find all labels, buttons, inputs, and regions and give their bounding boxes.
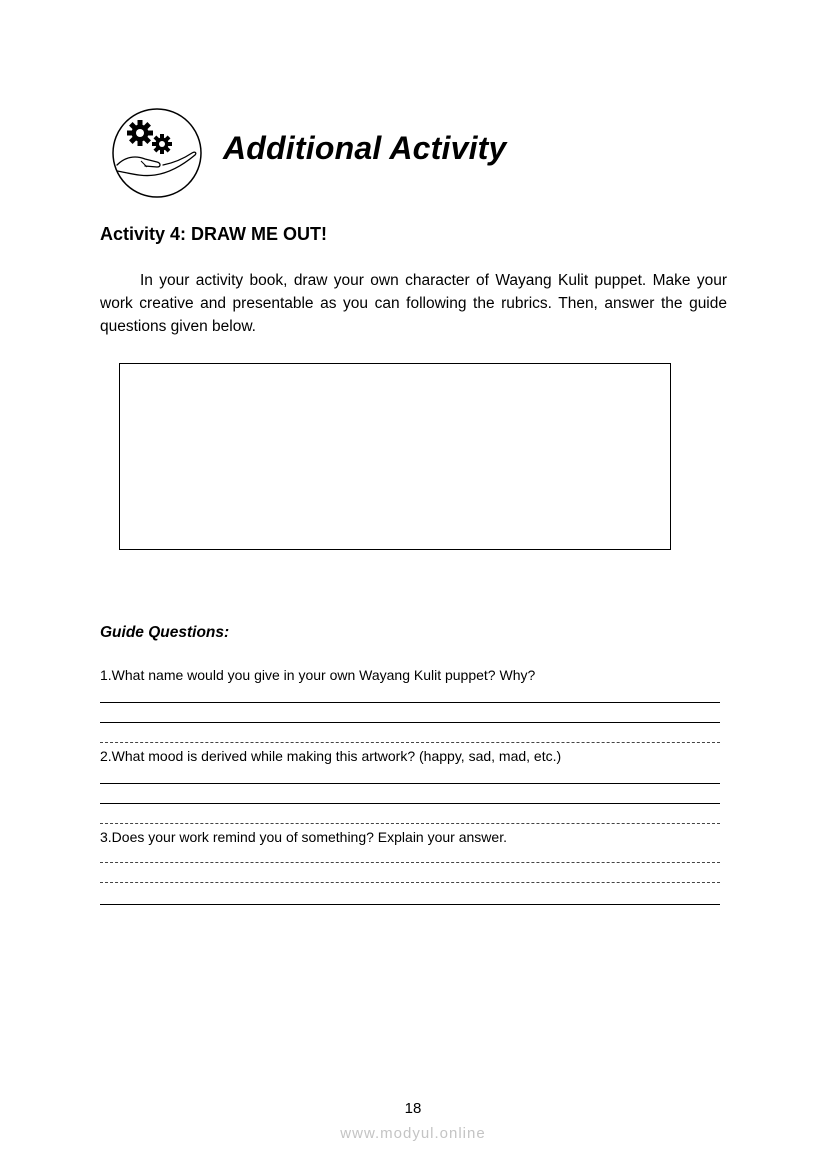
page-title: Additional Activity — [223, 130, 507, 166]
page-number: 18 — [404, 1100, 422, 1117]
activity-instructions: In your activity book, draw your own character of Wayang Kulit puppet. Make your work creative and presentable as you can following the rubrics. Then, answer the guide questions given below. — [100, 272, 727, 335]
answer-line-2a[interactable] — [100, 783, 720, 784]
question-2: 2.What mood is derived while making this artwork? (happy, sad, mad, etc.) — [100, 748, 562, 764]
answer-line-2c[interactable] — [100, 823, 720, 824]
activity-title: Activity 4: DRAW ME OUT! — [100, 224, 328, 244]
answer-line-3b[interactable] — [100, 882, 720, 883]
answer-line-1b[interactable] — [100, 722, 720, 723]
answer-line-1a[interactable] — [100, 702, 720, 703]
guide-questions-heading: Guide Questions: — [100, 624, 230, 641]
drawing-area[interactable] — [119, 363, 671, 550]
answer-line-3c[interactable] — [100, 904, 720, 905]
watermark: www.modyul.online — [340, 1125, 486, 1142]
answer-line-3a[interactable] — [100, 862, 720, 863]
answer-line-1c[interactable] — [100, 742, 720, 743]
gears-in-hand-icon — [111, 107, 203, 199]
question-3: 3.Does your work remind you of something? Explain your answer. — [100, 829, 507, 845]
answer-line-2b[interactable] — [100, 803, 720, 804]
question-1: 1.What name would you give in your own Wayang Kulit puppet? Why? — [100, 667, 536, 683]
